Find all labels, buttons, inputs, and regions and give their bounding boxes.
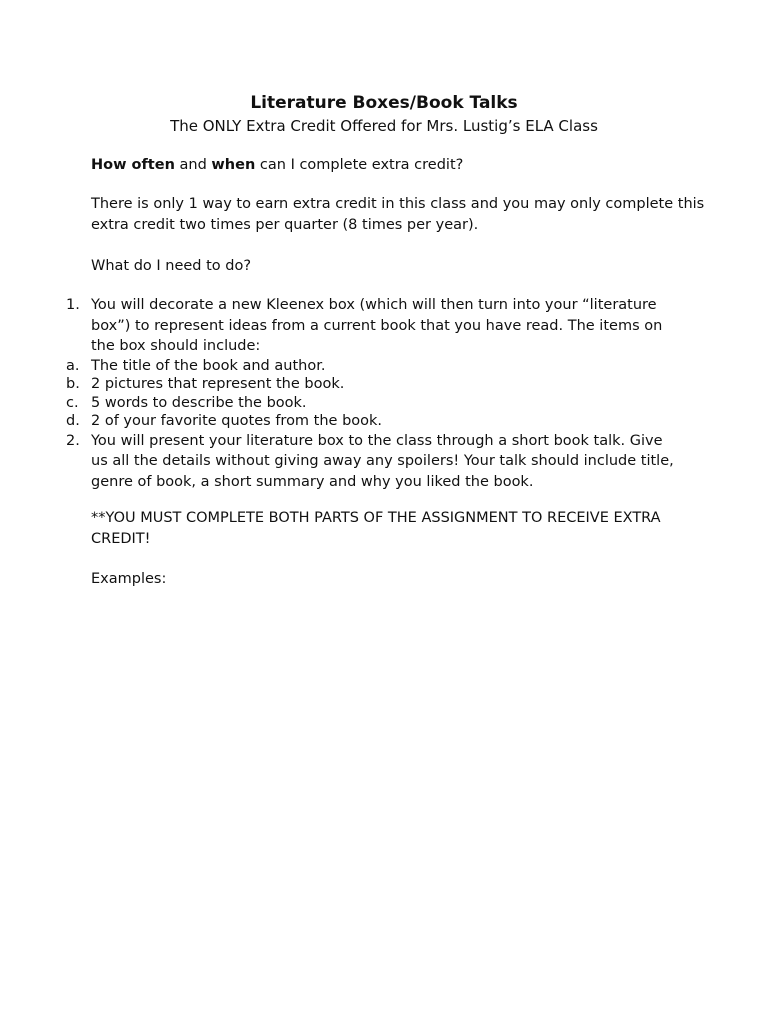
question-bold-how-often: How often [91, 157, 175, 173]
question-bold-when: when [211, 157, 256, 173]
document-title: Literature Boxes/Book Talks [250, 93, 518, 113]
list-marker-b: b. [66, 376, 80, 392]
list-marker-2: 2. [66, 432, 80, 449]
list-subitem-a-text: The title of the book and author. [91, 357, 326, 374]
list-subitem-b [0, 375, 681, 394]
list-subitem-a [0, 357, 681, 376]
list-subitem-c [0, 394, 681, 413]
list-subitem-c-text: 5 words to describe the book. [91, 394, 307, 411]
examples-label: Examples: [91, 571, 167, 587]
list-item-1-text: You will decorate a new Kleenex box (which will then turn into your “literature box”) to represent ideas from a current book that you have read. The items on the box should include: [91, 297, 663, 354]
extra-credit-rules-paragraph: There is only 1 way to earn extra credit in this class and you may only complete this extra credit two times per quarter (8 times per year). [91, 196, 705, 233]
list-marker-c: c. [66, 394, 79, 411]
list-subitem-d [0, 412, 681, 431]
list-subitem-d-text: 2 of your favorite quotes from the book. [91, 413, 383, 429]
list-marker-1: 1. [66, 297, 80, 313]
instructions-list [0, 295, 768, 492]
list-item-2-text: You will present your literature box to the class through a short book talk. Give us all the details without giving away any spoilers! Your talk should include title, genre of book, a short summary and why you liked the book. [91, 432, 674, 490]
list-marker-a: a. [66, 357, 80, 374]
document-subtitle: The ONLY Extra Credit Offered for Mrs. Lustig’s ELA Class [170, 117, 598, 135]
list-item-1 [0, 295, 681, 357]
list-subitem-b-text: 2 pictures that represent the book. [91, 376, 345, 392]
question-connector: and [174, 157, 212, 173]
list-marker-d: d. [66, 413, 80, 429]
question-how-often [91, 155, 711, 176]
list-item-2 [0, 431, 681, 493]
question-rest: can I complete extra credit? [255, 157, 464, 173]
question-what-to-do: What do I need to do? [91, 258, 252, 274]
completion-warning: **YOU MUST COMPLETE BOTH PARTS OF THE ASSIGNMENT TO RECEIVE EXTRA CREDIT! [91, 510, 661, 547]
